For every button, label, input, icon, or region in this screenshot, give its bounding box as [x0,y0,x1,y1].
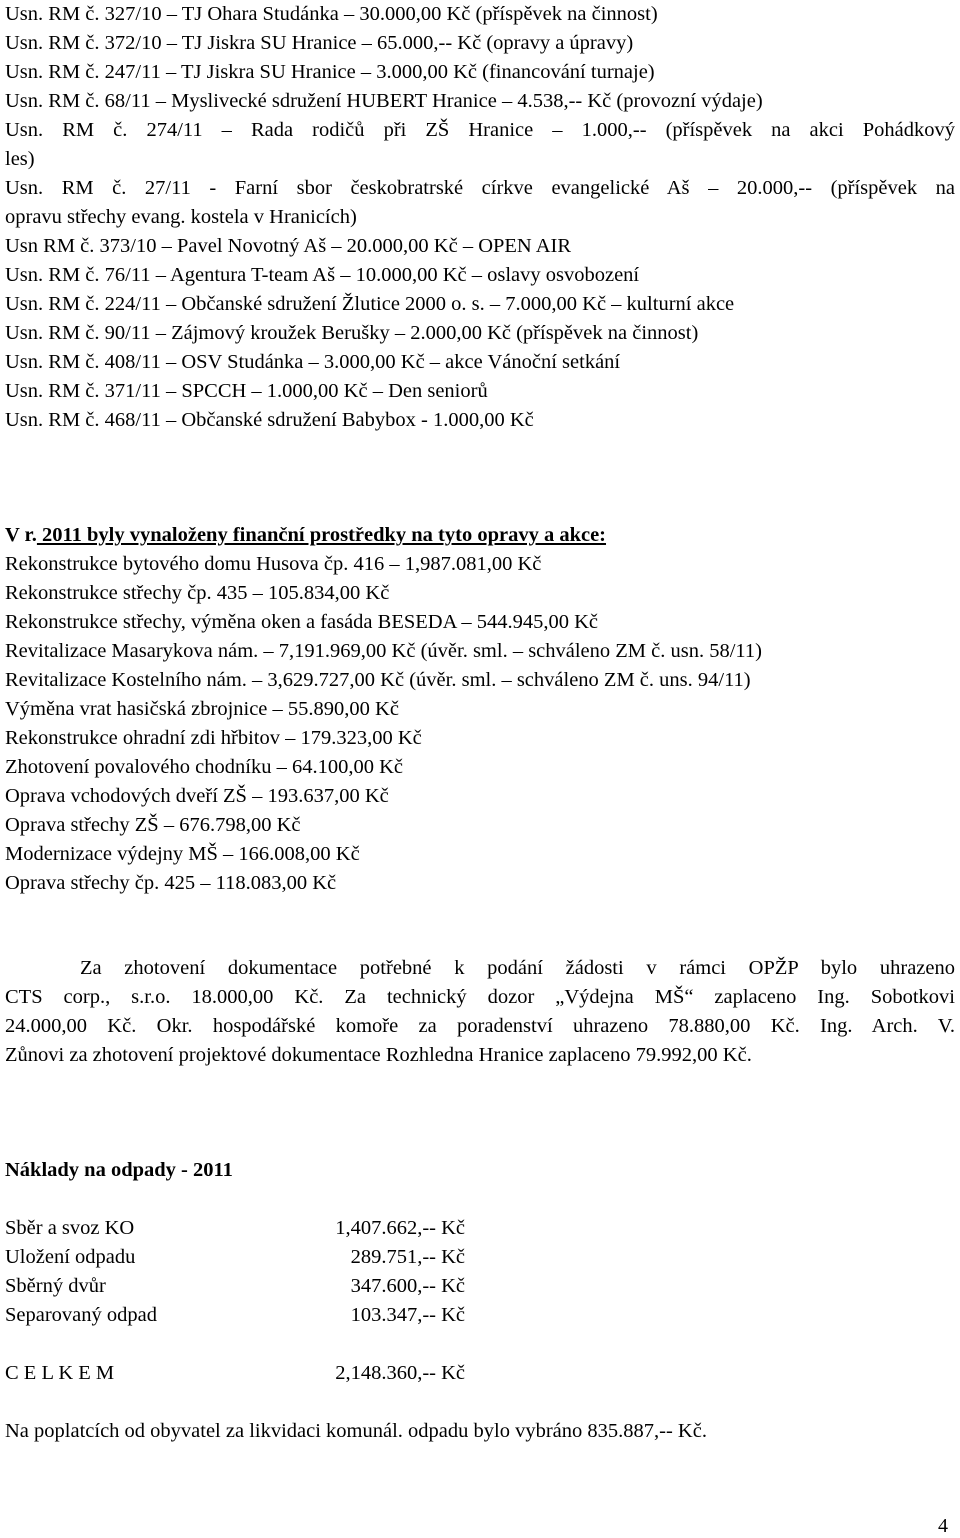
waste-cost-row [5,1301,707,1330]
grant-line: Usn. RM č. 247/11 – TJ Jiskra SU Hranice – 3.000,00 Kč (financování turnaje) [5,61,655,83]
paragraph-line: Zůnovi za zhotovení projektové dokumentace Rozhledna Hranice zaplaceno 79.992,00 Kč. [5,1044,752,1066]
waste-cost-row [5,1243,707,1272]
paragraph-line: Za zhotovení dokumentace potřebné k podání žádosti v rámci OPŽP bylo uhrazeno [80,957,955,979]
paragraph-line: CTS corp., s.r.o. 18.000,00 Kč. Za technický dozor „Výdejna MŠ“ zaplaceno Ing. Sobotkovi [5,986,955,1008]
repair-item: Výměna vrat hasičská zbrojnice – 55.890,00 Kč [5,698,399,720]
waste-cost-value: 103.347,-- Kč [350,1304,465,1326]
grant-line: Usn. RM č. 327/10 – TJ Ohara Studánka – 30.000,00 Kč (příspěvek na činnost) [5,3,658,25]
waste-cost-value: 289.751,-- Kč [350,1246,465,1268]
grant-line: Usn. RM č. 371/11 – SPCCH – 1.000,00 Kč – Den seniorů [5,380,488,402]
repair-item: Revitalizace Masarykova nám. – 7,191.969,00 Kč (úvěr. sml. – schváleno ZM č. usn. 58/11) [5,640,762,662]
grant-line: Usn. RM č. 224/11 – Občanské sdružení Žlutice 2000 o. s. – 7.000,00 Kč – kulturní akce [5,293,735,315]
repairs-heading-rest: 2011 byly vynaloženy finanční prostředky na tyto opravy a akce: [36,524,607,546]
grant-line: opravu střechy evang. kostela v Hranicích) [5,206,357,228]
grant-line: Usn. RM č. 274/11 – Rada rodičů při ZŠ Hranice – 1.000,-- (příspěvek na akci Pohádkový [5,119,955,141]
waste-cost-row [5,1272,707,1301]
grant-line: Usn. RM č. 76/11 – Agentura T-team Aš – 10.000,00 Kč – oslavy osvobození [5,264,640,286]
waste-cost-label: Sběr a svoz KO [5,1217,135,1239]
waste-total-row [5,1359,707,1388]
grant-line: Usn. RM č. 408/11 – OSV Studánka – 3.000,00 Kč – akce Vánoční setkání [5,351,621,373]
grants-list [5,0,955,435]
repair-item: Zhotovení povalového chodníku – 64.100,00 Kč [5,756,403,778]
repair-item: Rekonstrukce bytového domu Husova čp. 416 – 1,987.081,00 Kč [5,553,542,575]
repair-item: Rekonstrukce střechy, výměna oken a fasáda BESEDA – 544.945,00 Kč [5,611,599,633]
repairs-section [5,521,762,898]
grant-line: Usn. RM č. 68/11 – Myslivecké sdružení HUBERT Hranice – 4.538,-- Kč (provozní výdaje) [5,90,763,112]
payments-paragraph [5,954,955,1070]
grant-line: les) [5,148,35,170]
waste-total-value: 2,148.360,-- Kč [335,1362,465,1384]
waste-cost-label: Uložení odpadu [5,1246,136,1268]
repairs-heading-prefix: V r. [5,524,37,546]
repair-item: Revitalizace Kostelního nám. – 3,629.727,00 Kč (úvěr. sml. – schváleno ZM č. uns. 94/11) [5,669,751,691]
repair-item: Oprava střechy ZŠ – 676.798,00 Kč [5,814,301,836]
waste-costs-section [5,1156,707,1446]
grant-line: Usn RM č. 373/10 – Pavel Novotný Aš – 20.000,00 Kč – OPEN AIR [5,235,572,257]
waste-total-label: C E L K E M [5,1362,115,1384]
waste-cost-row [5,1214,707,1243]
page-number: 4 [938,1515,948,1537]
waste-cost-value: 347.600,-- Kč [350,1275,465,1297]
repair-item: Modernizace výdejny MŠ – 166.008,00 Kč [5,843,360,865]
repairs-heading [5,521,762,550]
repair-item: Rekonstrukce střechy čp. 435 – 105.834,00 Kč [5,582,390,604]
grant-line: Usn. RM č. 90/11 – Zájmový kroužek Berušky – 2.000,00 Kč (příspěvek na činnost) [5,322,699,344]
waste-heading: Náklady na odpady - 2011 [5,1159,233,1181]
waste-cost-label: Sběrný dvůr [5,1275,106,1297]
repair-item: Oprava střechy čp. 425 – 118.083,00 Kč [5,872,337,894]
waste-cost-label: Separovaný odpad [5,1304,157,1326]
paragraph-line: 24.000,00 Kč. Okr. hospodářské komoře za poradenství uhrazeno 78.880,00 Kč. Ing. Arch. V. [5,1015,955,1037]
repair-item: Rekonstrukce ohradní zdi hřbitov – 179.323,00 Kč [5,727,422,749]
grant-line: Usn. RM č. 372/10 – TJ Jiskra SU Hranice – 65.000,-- Kč (opravy a úpravy) [5,32,634,54]
grant-line: Usn. RM č. 27/11 - Farní sbor českobratrské církve evangelické Aš – 20.000,-- (příspěvek na [5,177,955,199]
grant-line: Usn. RM č. 468/11 – Občanské sdružení Babybox - 1.000,00 Kč [5,409,534,431]
waste-note: Na poplatcích od obyvatel za likvidaci komunál. odpadu bylo vybráno 835.887,-- Kč. [5,1420,707,1442]
waste-cost-value: 1,407.662,-- Kč [335,1217,465,1239]
repair-item: Oprava vchodových dveří ZŠ – 193.637,00 Kč [5,785,389,807]
